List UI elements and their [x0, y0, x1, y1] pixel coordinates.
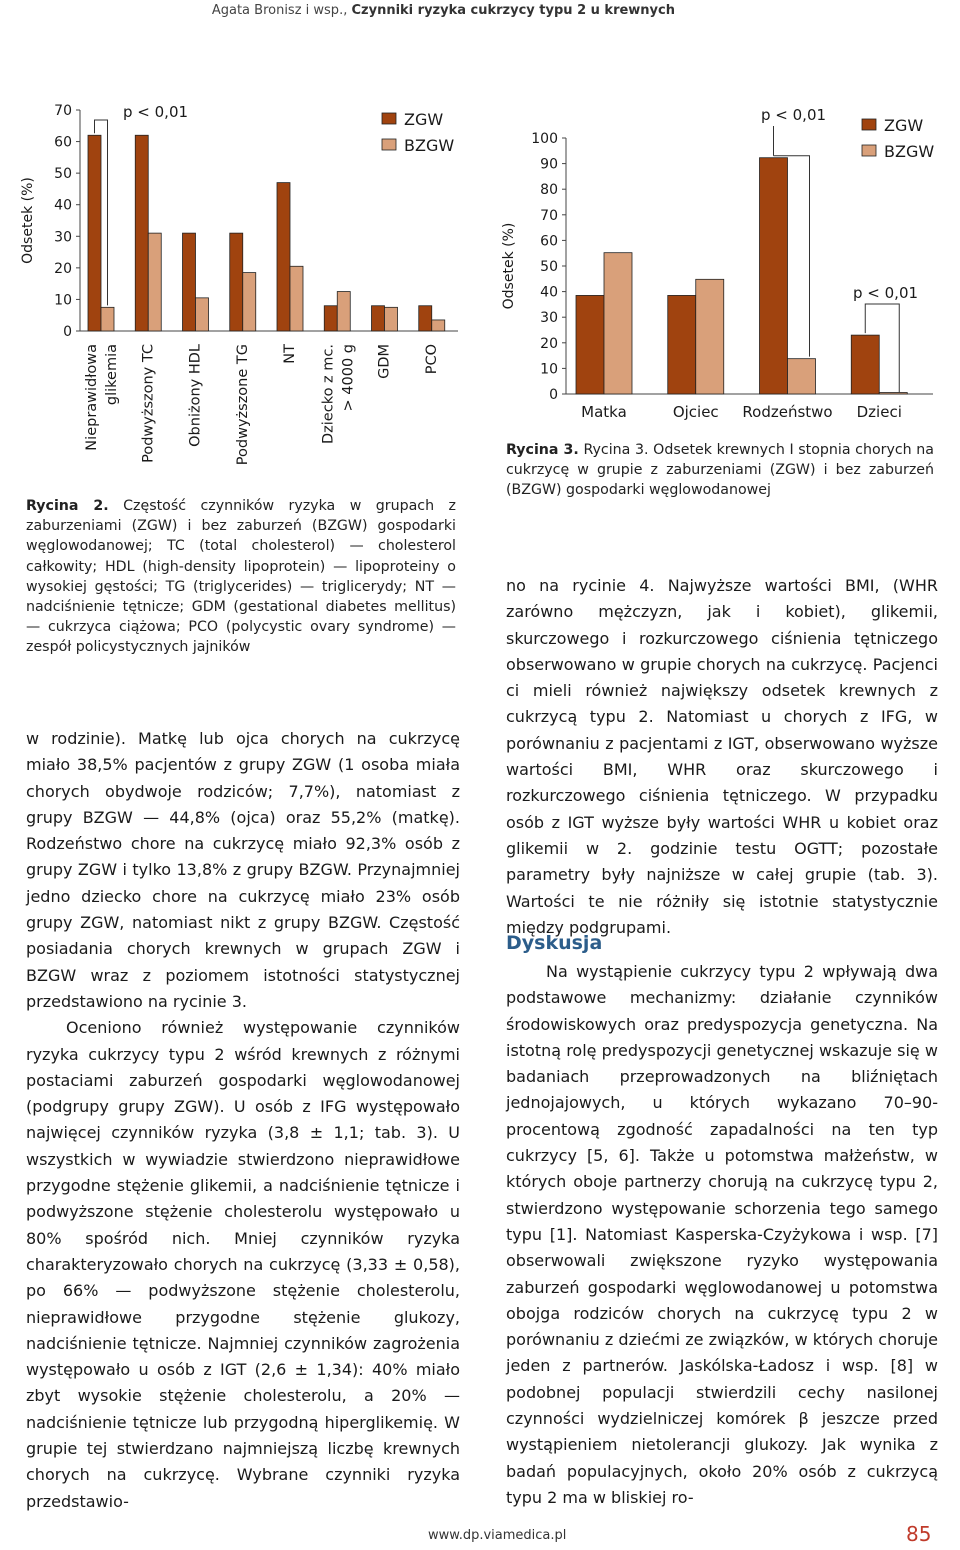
x-category-label-line: Nieprawidłowa: [84, 344, 100, 451]
legend-label-zgw: ZGW: [884, 116, 924, 135]
left-column-text: [26, 726, 460, 1515]
x-category-label: [377, 344, 393, 379]
y-tick-label: 0: [63, 324, 72, 340]
bar-bzgw: [604, 253, 632, 394]
legend-swatch-zgw: [862, 119, 876, 130]
x-category-label: [282, 344, 298, 364]
legend-label-zgw: ZGW: [404, 110, 444, 129]
figure-2-caption: [26, 496, 456, 658]
bar-zgw: [183, 233, 196, 331]
right-column-text-1: [506, 573, 938, 941]
bar-zgw: [324, 306, 337, 331]
x-category-label: Ojciec: [672, 403, 719, 421]
y-tick-label: 60: [540, 233, 558, 250]
x-category-label-line: > 4000 g: [340, 344, 357, 412]
y-tick-label: 50: [54, 166, 72, 183]
x-category-label-line: PCO: [423, 344, 440, 375]
bar-zgw: [135, 135, 148, 331]
x-category-label: [140, 344, 156, 463]
y-tick-label: 40: [540, 284, 558, 301]
y-tick-label: 10: [54, 292, 72, 309]
x-category-label-line: Dziecko z mc.: [320, 344, 337, 444]
footer-url: www.dp.viamedica.pl: [428, 1528, 567, 1543]
x-category-label-line: glikemia: [104, 344, 120, 406]
y-tick-label: 100: [531, 131, 558, 147]
significance-label: p < 0,01: [761, 106, 827, 124]
bar-bzgw: [696, 279, 724, 394]
bar-zgw: [760, 158, 788, 394]
x-category-label: Dzieci: [856, 403, 902, 421]
left-paragraph-1: w rodzinie). Matkę lub ojca chorych na cukrzycę miało 38,5% pacjentów z grupy ZGW (1 osoba miała chorych obydwoje rodziców; 7,7%), natomiast z grupy BZGW — 44,8% (ojca) oraz 55,2% (matkę). Rodzeństwo chore na cukrzycę miało 92,3% osób z grupy ZGW i tylko 13,8% z grupy BZGW. Przynajmniej jedno dziecko chore na cukrzycę miało 23% osób grupy ZGW, natomiast nikt z grupy BZGW. Częstość posiadania chorych krewnych w grupach ZGW i BZGW wraz z poziomem istotności statystycznej przedstawiono na rycinie 3.: [26, 729, 460, 1011]
y-axis-label: Odsetek (%): [501, 222, 517, 310]
bar-zgw: [419, 306, 432, 331]
x-category-label: [188, 344, 204, 447]
x-category-label: [424, 344, 440, 374]
bar-bzgw: [788, 359, 816, 394]
bar-zgw: [576, 295, 604, 394]
figure-2-chart: [0, 90, 475, 480]
right-paragraph-2: Na wystąpienie cukrzycy typu 2 wpływają dwa podstawowe mechanizmy: działanie czynników środowiskowych oraz predyspozycja genetyczna. Na istotną rolę predyspozycji genetycznej wskazuje się w badaniach przeprowadzonych na bliźniętach jednojajowych, u których wykazano 70–90-procentową zgodność zapadalności na ten typ cukrzycy [5, 6]. Także u potomstwa małżeństw, w których oboje partnerzy chorują na cukrzycę typu 2, stwierdzono występowanie schorzenia tego samego typu [1]. Natomiast Kasperska-Czyżykowa i wsp. [7] obserwowali zwiększone ryzyko występowania zaburzeń gospodarki węglowodanowej u potomstwa obojga rodziców chorych na cukrzycę typu 2 w porównaniu z dziećmi ze związków, w których choruje jeden z partnerów. Jaskólska-Ładosz i wsp. [8] w podobnej populacji stwierdzili cechy nasilonej czynności wydzielniczej komórek β jeszcze przed wystąpieniem nietolerancji glukozy. Jak wynika z badań populacyjnych, około 20% osób z cukrzycą typu 2 ma w bliskiej ro-: [506, 962, 938, 1507]
y-tick-label: 90: [540, 156, 558, 173]
figure-2-caption-text: Częstość czynników ryzyka w grupach z zaburzeniami (ZGW) i bez zaburzeń (BZGW) gospodarki węglowodanowej; TC (total cholesterol) — cholesterol całkowity; HDL (high-density lipoprotein) — lipoproteiny o wysokiej gęstości; TG (triglycerides) — triglicerydy; NT — nadciśnienie tętnicze; GDM (gestational diabetes mellitus) — cukrzyca ciążowa; PCO (polycystic ovary syndrome) — zespół policystycznych jajników: [26, 498, 456, 656]
bar-zgw: [88, 135, 101, 331]
bar-zgw: [230, 233, 243, 331]
figure-3-chart: [488, 90, 948, 430]
y-tick-label: 20: [540, 335, 558, 352]
x-category-label-line: Obniżony HDL: [187, 344, 204, 447]
y-tick-label: 80: [540, 182, 558, 199]
x-category-label-line: NT: [282, 344, 298, 364]
y-tick-label: 10: [540, 361, 558, 378]
x-category-label: [320, 344, 356, 444]
figure-3-caption-label: Rycina 3.: [506, 442, 579, 458]
y-tick-label: 60: [54, 134, 72, 151]
y-tick-label: 20: [54, 260, 72, 277]
y-axis-label: Odsetek (%): [20, 177, 36, 264]
bar-zgw: [277, 183, 290, 331]
bar-bzgw: [879, 393, 907, 395]
legend-swatch-bzgw: [382, 139, 396, 150]
bar-bzgw: [243, 273, 256, 331]
significance-label: p < 0,01: [853, 284, 919, 302]
y-tick-label: 30: [54, 229, 72, 246]
x-category-label: Matka: [581, 403, 627, 421]
bar-bzgw: [385, 307, 398, 331]
x-category-label-line: GDM: [376, 344, 393, 379]
x-category-label-line: Podwyższone TG: [234, 344, 251, 466]
y-tick-label: 0: [549, 387, 558, 403]
right-column-text-2: [506, 959, 938, 1511]
figure-3-caption: [506, 440, 934, 501]
bar-zgw: [372, 306, 385, 331]
bar-bzgw: [101, 307, 114, 331]
figure-2-caption-label: Rycina 2.: [26, 498, 109, 514]
header-separator: ,: [343, 3, 348, 18]
bar-bzgw: [337, 292, 350, 331]
legend-swatch-zgw: [382, 113, 396, 124]
header-title: Czynniki ryzyka cukrzycy typu 2 u krewnych: [351, 3, 675, 18]
bar-zgw: [668, 295, 696, 394]
y-tick-label: 30: [540, 310, 558, 327]
header-authors: Agata Bronisz i wsp.: [211, 3, 344, 18]
figure-3-caption-text: Rycina 3. Odsetek krewnych I stopnia chorych na cukrzycę w grupie z zaburzeniami (ZGW) i bez zaburzeń (BZGW) gospodarki węglowodanowej: [506, 442, 934, 499]
bar-zgw: [851, 335, 879, 394]
running-header: [0, 0, 960, 24]
x-category-label: Rodzeństwo: [742, 403, 833, 421]
x-category-label: [235, 344, 251, 465]
legend-label-bzgw: BZGW: [884, 142, 935, 161]
legend-label-bzgw: BZGW: [404, 136, 455, 155]
right-paragraph-1: no na rycinie 4. Najwyższe wartości BMI, (WHR zarówno mężczyzn, jak i kobiet), glikemii, skurczowego i rozkurczowego ciśnienia tętniczego obserwowano w grupie chorych na cukrzycę. Pacjenci ci mieli również największy odsetek krewnych z cukrzycą typu 2. Natomiast u chorych z IFG, w porównaniu z pacjentami z IGT, obserwowano wyższe wartości BMI, WHR oraz skurczowego i rozkurczowego ciśnienia tętniczego. W przypadku osób z IGT wyższe były wartości WHR u kobiet oraz glikemii w 2. godzinie testu OGTT; pozostałe parametry były najniższe w całej grupie (tab. 3). Wartości te nie różniły się istotnie statystycznie między podgrupami.: [506, 576, 938, 937]
page-number: 85: [906, 1522, 932, 1546]
section-title-dyskusja: Dyskusja: [506, 932, 603, 954]
y-tick-label: 50: [540, 259, 558, 275]
left-paragraph-2: Oceniono również występowanie czynników ryzyka cukrzycy typu 2 wśród krewnych z różnymi postaciami zaburzeń gospodarki węglowodanowej (podgrupy grupy ZGW). U osób z IFG występowało najwięcej czynników ryzyka (3,8 ± 1,1; tab. 3). U wszystkich w wywiadzie stwierdzono nieprawidłowe przygodne stężenie glikemii, a nadciśnienie tętnicze i podwyższone stężenie cholesterolu występowało u 80% spośród nich. Mniej czynników ryzyka charakteryzowało chorych na cukrzycę (3,33 ± 0,58), po 66% — podwyższone stężenie cholesterolu, nieprawidłowe przygodne stężenie glukozy, nadciśnienie tętnicze. Najmniej czynników zagrożenia występowało u osób z IGT (2,6 ± 1,34): 40% miało zbyt wysokie stężenie cholesterolu, a 20% — nadciśnienie tętnicze lub przygodną hiperglikemię. W grupie tej stwierdzano najmniejszą liczbę krewnych chorych na cukrzycę. Wybrane czynniki ryzyka przedstawio-: [26, 1018, 460, 1511]
bar-bzgw: [196, 298, 209, 331]
bar-bzgw: [432, 320, 445, 331]
bar-bzgw: [290, 266, 303, 331]
x-category-label: [84, 344, 120, 451]
y-tick-label: 70: [540, 207, 558, 224]
bar-bzgw: [148, 233, 161, 331]
x-category-label-line: Podwyższony TC: [140, 344, 157, 463]
significance-label: p < 0,01: [123, 103, 189, 121]
legend-swatch-bzgw: [862, 145, 876, 156]
y-tick-label: 40: [54, 197, 72, 214]
y-tick-label: 70: [54, 103, 72, 119]
